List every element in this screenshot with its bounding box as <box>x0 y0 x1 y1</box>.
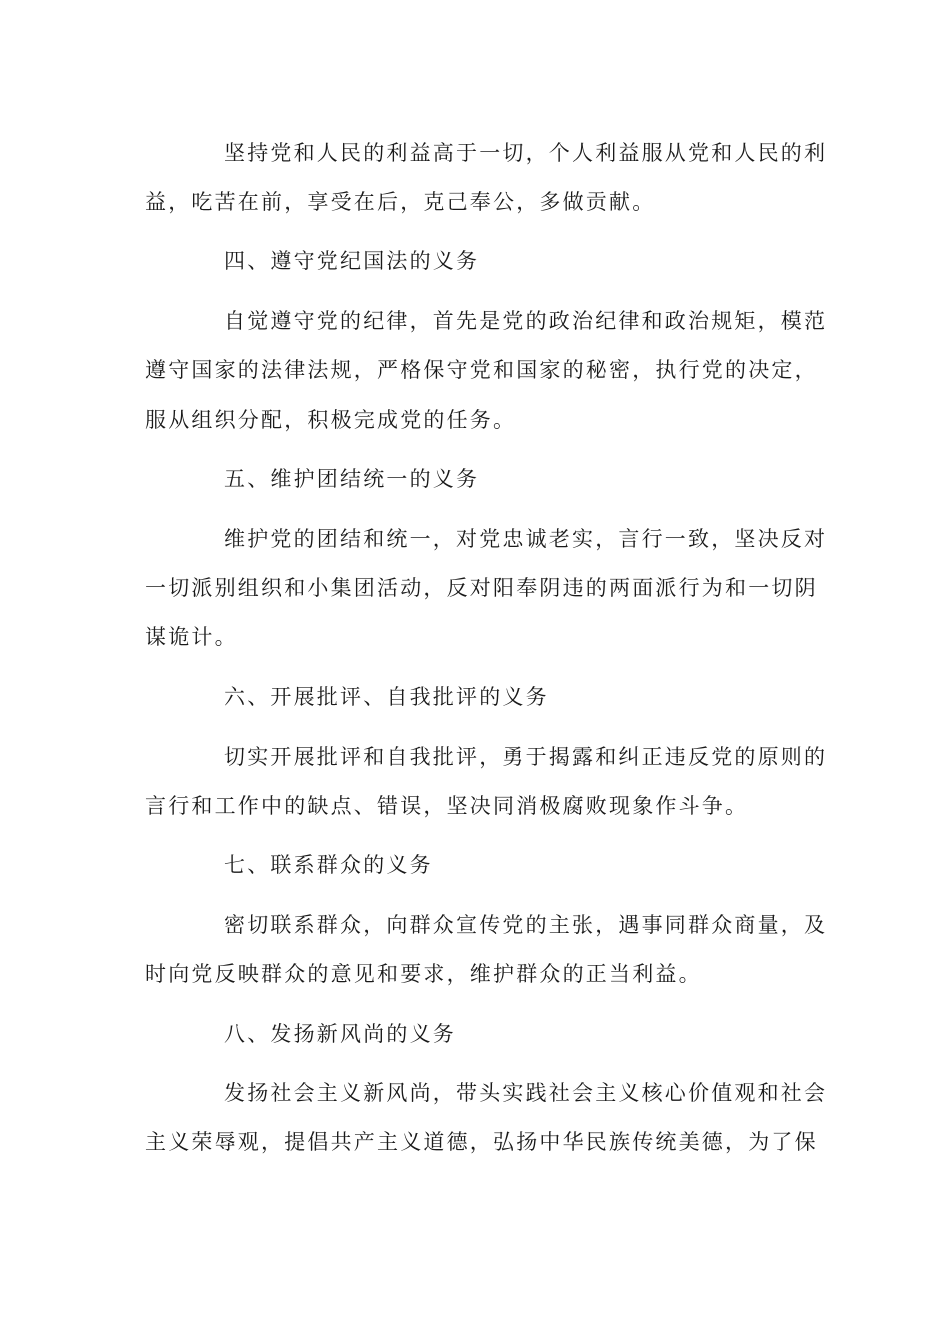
paragraph-line: 时向党反映群众的意见和要求，维护群众的正当利益。 <box>145 962 702 986</box>
section-heading: 五、维护团结统一的义务 <box>224 467 480 491</box>
paragraph-line: 言行和工作中的缺点、错误，坚决同消极腐败现象作斗争。 <box>145 794 749 818</box>
paragraph-line: 坚持党和人民的利益高于一切，个人利益服从党和人民的利 <box>224 141 828 165</box>
paragraph-line: 发扬社会主义新风尚，带头实践社会主义核心价值观和社会 <box>224 1081 828 1105</box>
section-heading: 八、发扬新风尚的义务 <box>224 1022 456 1046</box>
paragraph-line: 主义荣辱观，提倡共产主义道德，弘扬中华民族传统美德，为了保 <box>145 1130 818 1154</box>
section-heading: 四、遵守党纪国法的义务 <box>224 249 480 273</box>
section-heading: 七、联系群众的义务 <box>224 853 433 877</box>
paragraph-line: 服从组织分配，积极完成党的任务。 <box>145 408 517 432</box>
paragraph-line: 切实开展批评和自我批评，勇于揭露和纠正违反党的原则的 <box>224 745 828 769</box>
paragraph-line: 益，吃苦在前，享受在后，克己奉公，多做贡献。 <box>145 190 656 214</box>
paragraph-line: 自觉遵守党的纪律，首先是党的政治纪律和政治规矩，模范 <box>224 309 828 333</box>
paragraph-line: 一切派别组织和小集团活动，反对阳奉阴违的两面派行为和一切阴 <box>145 576 818 600</box>
paragraph-line: 遵守国家的法律法规，严格保守党和国家的秘密，执行党的决定， <box>145 358 818 382</box>
section-heading: 六、开展批评、自我批评的义务 <box>224 685 549 709</box>
paragraph-line: 谋诡计。 <box>145 625 238 649</box>
paragraph-line: 维护党的团结和统一，对党忠诚老实，言行一致，坚决反对 <box>224 527 828 551</box>
paragraph-line: 密切联系群众，向群众宣传党的主张，遇事同群众商量，及 <box>224 913 828 937</box>
